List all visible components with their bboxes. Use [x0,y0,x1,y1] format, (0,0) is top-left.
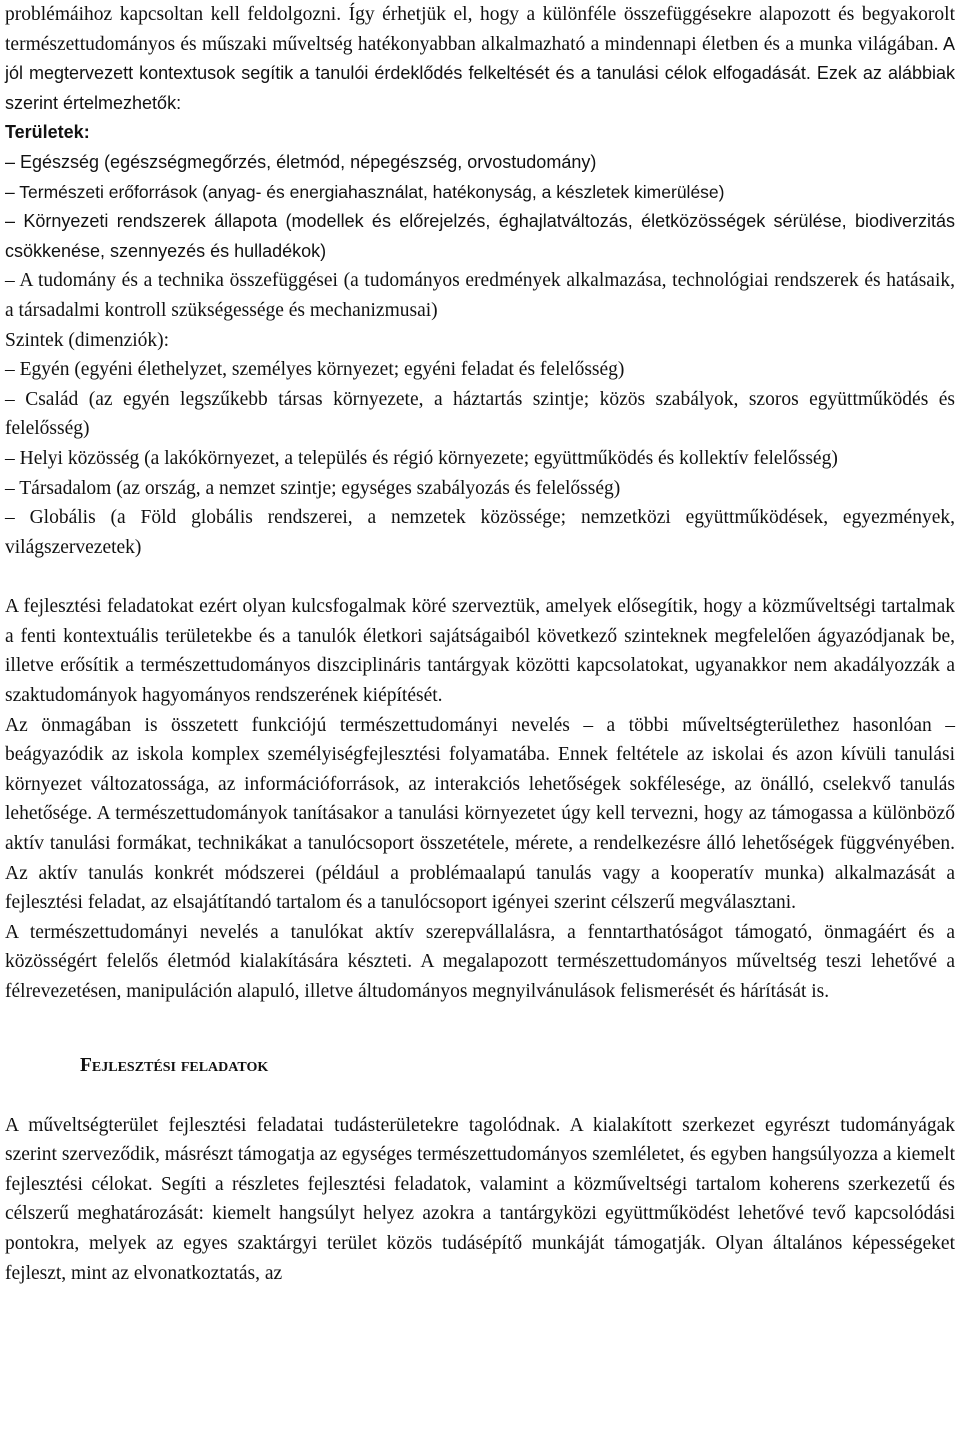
level-item: – Család (az egyén legszűkebb társas környezete, a háztartás szintje; közös szabályok, szoros együttműködés és felelősség) [5,388,955,440]
level-item: – Társadalom (az ország, a nemzet szintje; egységes szabályozás és felelősség) [5,477,621,499]
level-item: – Helyi közösség (a lakókörnyezet, a település és régió környezete; együttműködés és kollektív felelősség) [5,447,838,469]
intro-paragraph [5,0,955,118]
intro-sans-text: A jól megtervezett kontextusok segítik a tanulói érdeklődés felkeltését és a tanulási célok elfogadását. Ezek az alábbiak szerint értelmezhetők: [5,33,955,113]
area-item: – Természeti erőforrások (anyag- és energiahasználat, hatékonyság, a készletek kimerülése) [5,181,725,202]
area-item: – A tudomány és a technika összefüggései (a tudományos eredmények alkalmazása, technológiai rendszerek és hatásaik, a társadalmi kontroll szükségessége és mechanizmusai) [5,270,955,321]
level-item: – Egyén (egyéni élethelyzet, személyes környezet; egyéni feladat és felelősség) [5,359,625,381]
spacer [5,1081,955,1111]
spacer [5,562,955,592]
level-item: – Globális (a Föld globális rendszerei, a nemzetek közössége; nemzetközi együttműködések, egyezmények, világszervezetek) [5,507,955,558]
areas-heading: Területek: [5,122,90,143]
intro-serif-text: problémáihoz kapcsoltan kell feldolgozni. Így érhetjük el, hogy a különféle összefüggésekre alapozott és begyakorolt természettudományos és műszaki műveltség hatékonyabban alkalmazható a mindennapi életben és a munka világában. [5,4,955,55]
section-title: Fejlesztési feladatok [80,1054,269,1076]
area-item: – Környezeti rendszerek állapota (modellek és előrejelzés, éghajlatváltozás, életközösségek sérülése, biodiverzitás csökkenése, szennyezés és hulladékok) [5,211,955,261]
spacer [5,1007,955,1051]
body-paragraph: A természettudományi nevelés a tanulókat aktív szerepvállalásra, a fenntarthatóságot támogató, önmagáért és a közösségért felelős életmód kialakítására készteti. A megalapozott természettudományos műveltség teszi lehetővé a félrevezetésen, manipuláción alapuló, illetve áltudományos megnyilvánulások felismerését és hárítását is. [5,921,955,1002]
body-paragraph: A fejlesztési feladatokat ezért olyan kulcsfogalmak köré szerveztük, amelyek elősegítik, hogy a közműveltségi tartalmak a fenti kontextuális területekbe és a tanulók életkori sajátságaiból következő szinteknek megfelelően ágyazódjanak be, illetve erősítik a természettudományos diszciplináris tantárgyak közötti kapcsolatokat, ugyanakkor nem akadályozzák a szaktudományok hagyományos rendszerének kiépítését. [5,596,955,707]
area-item: – Egészség (egészségmegőrzés, életmód, népegészség, orvostudomány) [5,151,597,172]
section-paragraph: A műveltségterület fejlesztési feladatai tudásterületekre tagolódnak. A kialakított szerkezet egyrészt tudományágak szerint szerveződik, másrészt támogatja az egységes természettudományos szemléletet, és egyben hangsúlyozza a kiemelt fejlesztési célokat. Segíti a részletes fejlesztési feladatok, valamint a közműveltségi tartalom koherens szerkezetű és célszerű meghatározását: kiemelt hangsúlyt helyez azokra a tantárgyközi együttműködést lehetővé tevő kapcsolódási pontokra, melyek az egyes szaktárgyi terület közös tudásépítő munkáját támogatják. Olyan általános képességeket fejleszt, mint az elvonatkoztatás, az [5,1114,955,1284]
levels-heading: Szintek (dimenziók): [5,329,170,351]
document-page [5,0,955,1288]
body-paragraph: Az önmagában is összetett funkciójú természettudományi nevelés – a többi műveltségterülethez hasonlóan – beágyazódik az iskola komplex személyiségfejlesztési folyamatába. Ennek feltétele az iskolai és azon kívüli tanulási környezet változatossága, az információforrások, az interakciós lehetőségek sokfélesége, az önálló, cselekvő tanulás lehetősége. A természettudományok tanításakor a tanulási környezetet úgy kell tervezni, hogy az támogassa a különböző aktív tanulási formákat, technikákat a tanulócsoport összetétele, mérete, a rendelkezésre álló lehetőségek függvényében. Az aktív tanulás konkrét módszerei (például a problémaalapú tanulás vagy a kooperatív munka) alkalmazását a fejlesztési feladat, az elsajátítandó tartalom és a tanulócsoport igényei szerint célszerű megválasztani. [5,714,955,914]
